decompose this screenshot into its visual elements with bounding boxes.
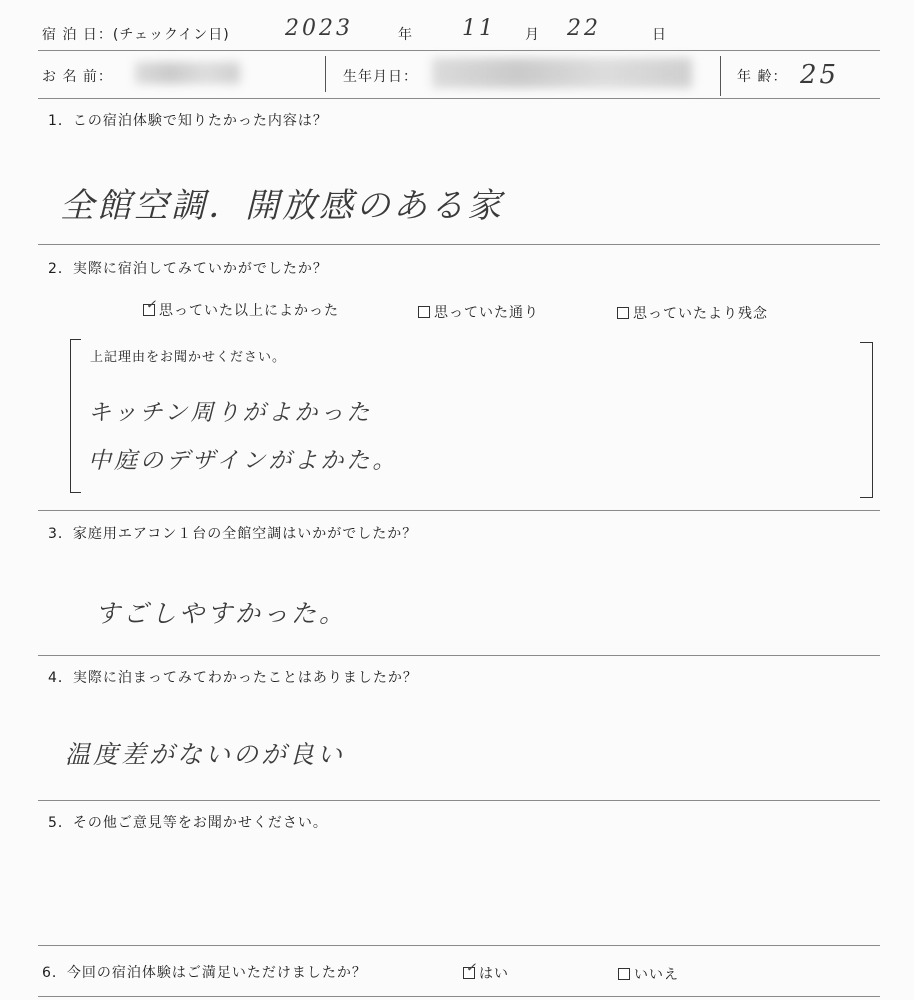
- divider: [38, 98, 880, 99]
- q6-question: 6．今回の宿泊体験はご満足いただけましたか？: [42, 965, 367, 981]
- q6-option-label: いいえ: [634, 967, 679, 983]
- divider: [38, 655, 880, 656]
- q2-option-label: 思っていたより残念: [633, 306, 768, 322]
- divider: [38, 510, 880, 511]
- q4-answer: 温度差がないのが良い: [65, 740, 346, 769]
- divider: [38, 945, 880, 946]
- stay-day-value: 22: [567, 16, 601, 41]
- q2-option-label: 思っていた通り: [434, 305, 539, 321]
- q6-option-yes[interactable]: [463, 959, 509, 983]
- q4-question: 4．実際に泊まってみてわかったことはありましたか？: [48, 670, 418, 686]
- age-value: 25: [800, 60, 840, 90]
- checkbox-unchecked[interactable]: [618, 968, 630, 980]
- stay-date-label: 宿 泊 日：(チェックイン日): [42, 27, 230, 43]
- q2-reason-label: 上記理由をお聞かせください。: [90, 350, 287, 365]
- q2-option-disappointing[interactable]: [617, 303, 768, 323]
- checkbox-checked[interactable]: [143, 296, 160, 316]
- name-label: お 名 前：: [42, 69, 113, 85]
- q2-option-as-expected[interactable]: [418, 302, 539, 322]
- q5-question: 5．その他ご意見等をお聞かせください。: [48, 815, 328, 831]
- divider: [720, 56, 721, 96]
- birthdate-label: 生年月日：: [343, 69, 418, 85]
- name-redacted: [135, 62, 240, 84]
- checkbox-unchecked[interactable]: [617, 307, 629, 319]
- divider: [38, 244, 880, 245]
- q2-option-better[interactable]: [143, 296, 339, 320]
- birthdate-redacted: [432, 58, 692, 88]
- stay-month-value: 11: [462, 16, 496, 41]
- divider: [325, 56, 326, 92]
- q3-answer: すごしやすかった。: [95, 599, 348, 628]
- day-unit: 日: [652, 27, 667, 43]
- q1-question: 1．この宿泊体験で知りたかった内容は？: [48, 113, 328, 129]
- q1-answer: 全館空調．開放感のある家: [60, 186, 504, 226]
- divider: [38, 800, 880, 801]
- left-bracket: [70, 339, 81, 493]
- q3-question: 3．家庭用エアコン１台の全館空調はいかがでしたか？: [48, 526, 418, 542]
- right-bracket: [860, 342, 873, 498]
- stay-year-value: 2023: [285, 16, 353, 41]
- q6-option-label: はい: [479, 966, 509, 982]
- month-unit: 月: [525, 27, 540, 43]
- q2-reason-line-2: 中庭のデザインがよかた。: [88, 448, 399, 474]
- year-unit: 年: [398, 27, 413, 43]
- checkbox-checked[interactable]: [463, 959, 480, 979]
- age-label: 年 齢：: [737, 69, 788, 85]
- q6-option-no[interactable]: [618, 964, 679, 984]
- q2-question: 2．実際に宿泊してみていかがでしたか？: [48, 261, 328, 277]
- check-mark-icon: ✓: [464, 959, 480, 977]
- checkbox-unchecked[interactable]: [418, 306, 430, 318]
- divider: [38, 996, 880, 997]
- q2-option-label: 思っていた以上によかった: [159, 303, 339, 319]
- divider: [38, 50, 880, 51]
- check-mark-icon: ✓: [144, 296, 160, 314]
- q2-reason-line-1: キッチン周りがよかった: [88, 400, 373, 426]
